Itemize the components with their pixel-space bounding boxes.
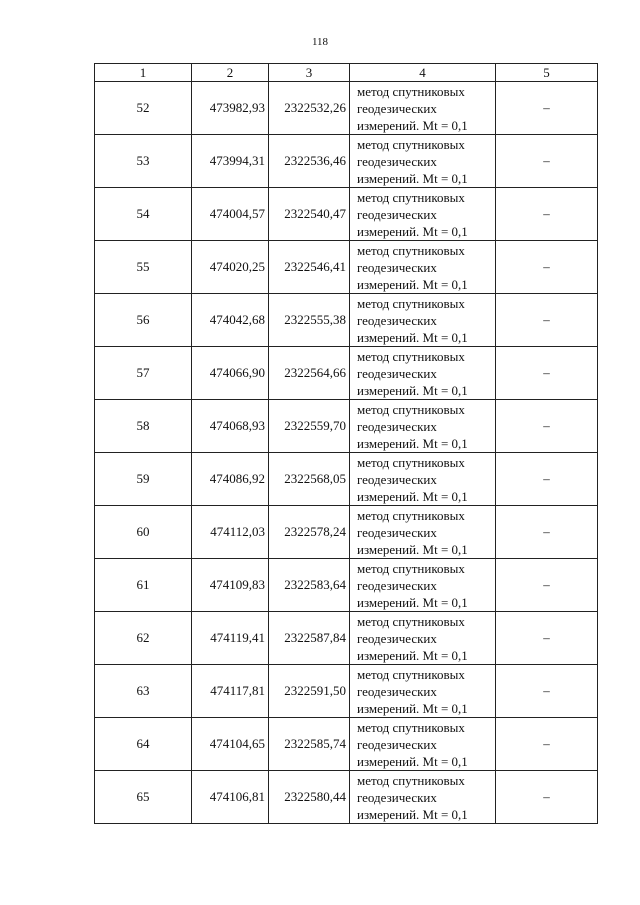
table-row xyxy=(95,347,598,400)
method-line: геодезических xyxy=(357,577,437,593)
method-line: измерений. Mt = 0,1 xyxy=(357,806,468,822)
header-col-3: 3 xyxy=(269,64,350,82)
coordinate-y: 2322583,64 xyxy=(269,559,350,612)
coordinate-x: 473982,93 xyxy=(192,82,269,135)
coordinate-y: 2322559,70 xyxy=(269,400,350,453)
method-line: геодезических xyxy=(357,312,437,328)
table-row xyxy=(95,718,598,771)
table-row xyxy=(95,665,598,718)
coordinate-y: 2322568,05 xyxy=(269,453,350,506)
table-row xyxy=(95,771,598,824)
point-number: 62 xyxy=(95,612,192,665)
table-row xyxy=(95,453,598,506)
table-row xyxy=(95,135,598,188)
coordinate-y: 2322546,41 xyxy=(269,241,350,294)
method-description xyxy=(350,400,496,453)
method-line: метод спутниковых xyxy=(357,189,465,205)
method-line: измерений. Mt = 0,1 xyxy=(357,117,468,133)
method-line: метод спутниковых xyxy=(357,772,465,788)
coordinate-y: 2322555,38 xyxy=(269,294,350,347)
coordinate-x: 474112,03 xyxy=(192,506,269,559)
method-line: метод спутниковых xyxy=(357,295,465,311)
method-description xyxy=(350,82,496,135)
method-line: метод спутниковых xyxy=(357,666,465,682)
method-line: измерений. Mt = 0,1 xyxy=(357,541,468,557)
method-description xyxy=(350,771,496,824)
method-line: геодезических xyxy=(357,524,437,540)
point-number: 55 xyxy=(95,241,192,294)
coordinate-x: 474004,57 xyxy=(192,188,269,241)
method-line: геодезических xyxy=(357,365,437,381)
coordinate-x: 473994,31 xyxy=(192,135,269,188)
header-col-4: 4 xyxy=(350,64,496,82)
point-number: 59 xyxy=(95,453,192,506)
method-description xyxy=(350,665,496,718)
coordinate-x: 474020,25 xyxy=(192,241,269,294)
coordinate-x: 474104,65 xyxy=(192,718,269,771)
table-row xyxy=(95,559,598,612)
method-line: измерений. Mt = 0,1 xyxy=(357,276,468,292)
coordinate-x: 474117,81 xyxy=(192,665,269,718)
note-dash: – xyxy=(496,612,598,665)
method-line: геодезических xyxy=(357,206,437,222)
point-number: 58 xyxy=(95,400,192,453)
coordinate-x: 474109,83 xyxy=(192,559,269,612)
coordinate-y: 2322591,50 xyxy=(269,665,350,718)
note-dash: – xyxy=(496,400,598,453)
note-dash: – xyxy=(496,188,598,241)
method-description xyxy=(350,453,496,506)
method-line: измерений. Mt = 0,1 xyxy=(357,329,468,345)
method-line: измерений. Mt = 0,1 xyxy=(357,700,468,716)
table-row xyxy=(95,294,598,347)
coordinate-y: 2322587,84 xyxy=(269,612,350,665)
point-number: 57 xyxy=(95,347,192,400)
coordinate-x: 474106,81 xyxy=(192,771,269,824)
table-row xyxy=(95,82,598,135)
method-description xyxy=(350,559,496,612)
table-body xyxy=(95,82,598,824)
method-line: геодезических xyxy=(357,418,437,434)
method-line: метод спутниковых xyxy=(357,613,465,629)
point-number: 53 xyxy=(95,135,192,188)
page-number: 118 xyxy=(311,36,329,48)
method-description xyxy=(350,241,496,294)
method-description xyxy=(350,347,496,400)
coordinate-y: 2322540,47 xyxy=(269,188,350,241)
method-line: метод спутниковых xyxy=(357,348,465,364)
coordinate-x: 474119,41 xyxy=(192,612,269,665)
table-row xyxy=(95,400,598,453)
coordinate-x: 474068,93 xyxy=(192,400,269,453)
note-dash: – xyxy=(496,559,598,612)
method-line: измерений. Mt = 0,1 xyxy=(357,647,468,663)
method-line: геодезических xyxy=(357,789,437,805)
method-line: метод спутниковых xyxy=(357,83,465,99)
coordinate-y: 2322578,24 xyxy=(269,506,350,559)
note-dash: – xyxy=(496,294,598,347)
header-col-5: 5 xyxy=(496,64,598,82)
method-description xyxy=(350,506,496,559)
method-line: метод спутниковых xyxy=(357,507,465,523)
note-dash: – xyxy=(496,135,598,188)
coordinate-y: 2322536,46 xyxy=(269,135,350,188)
note-dash: – xyxy=(496,241,598,294)
header-col-2: 2 xyxy=(192,64,269,82)
coordinate-y: 2322580,44 xyxy=(269,771,350,824)
method-line: измерений. Mt = 0,1 xyxy=(357,594,468,610)
coordinate-y: 2322532,26 xyxy=(269,82,350,135)
method-line: геодезических xyxy=(357,630,437,646)
table-header xyxy=(95,64,598,82)
table-row xyxy=(95,241,598,294)
method-line: геодезических xyxy=(357,259,437,275)
header-row xyxy=(95,64,598,82)
method-line: измерений. Mt = 0,1 xyxy=(357,753,468,769)
coordinate-x: 474042,68 xyxy=(192,294,269,347)
method-line: измерений. Mt = 0,1 xyxy=(357,488,468,504)
method-line: геодезических xyxy=(357,471,437,487)
point-number: 60 xyxy=(95,506,192,559)
note-dash: – xyxy=(496,771,598,824)
point-number: 52 xyxy=(95,82,192,135)
method-line: метод спутниковых xyxy=(357,719,465,735)
table-row xyxy=(95,188,598,241)
method-description xyxy=(350,612,496,665)
note-dash: – xyxy=(496,718,598,771)
method-line: измерений. Mt = 0,1 xyxy=(357,223,468,239)
method-line: измерений. Mt = 0,1 xyxy=(357,170,468,186)
header-col-1: 1 xyxy=(95,64,192,82)
coordinate-y: 2322585,74 xyxy=(269,718,350,771)
point-number: 65 xyxy=(95,771,192,824)
note-dash: – xyxy=(496,506,598,559)
coordinate-y: 2322564,66 xyxy=(269,347,350,400)
method-line: метод спутниковых xyxy=(357,242,465,258)
method-line: метод спутниковых xyxy=(357,454,465,470)
method-line: геодезических xyxy=(357,683,437,699)
method-line: измерений. Mt = 0,1 xyxy=(357,382,468,398)
method-line: геодезических xyxy=(357,736,437,752)
method-description xyxy=(350,718,496,771)
table-row xyxy=(95,612,598,665)
method-description xyxy=(350,135,496,188)
point-number: 54 xyxy=(95,188,192,241)
point-number: 61 xyxy=(95,559,192,612)
note-dash: – xyxy=(496,347,598,400)
method-description xyxy=(350,188,496,241)
coordinates-table xyxy=(94,63,598,824)
note-dash: – xyxy=(496,82,598,135)
method-description xyxy=(350,294,496,347)
point-number: 56 xyxy=(95,294,192,347)
coordinate-x: 474066,90 xyxy=(192,347,269,400)
point-number: 64 xyxy=(95,718,192,771)
note-dash: – xyxy=(496,665,598,718)
method-line: метод спутниковых xyxy=(357,560,465,576)
method-line: измерений. Mt = 0,1 xyxy=(357,435,468,451)
method-line: метод спутниковых xyxy=(357,401,465,417)
table-row xyxy=(95,506,598,559)
note-dash: – xyxy=(496,453,598,506)
coordinate-x: 474086,92 xyxy=(192,453,269,506)
method-line: геодезических xyxy=(357,153,437,169)
method-line: геодезических xyxy=(357,100,437,116)
method-line: метод спутниковых xyxy=(357,136,465,152)
point-number: 63 xyxy=(95,665,192,718)
